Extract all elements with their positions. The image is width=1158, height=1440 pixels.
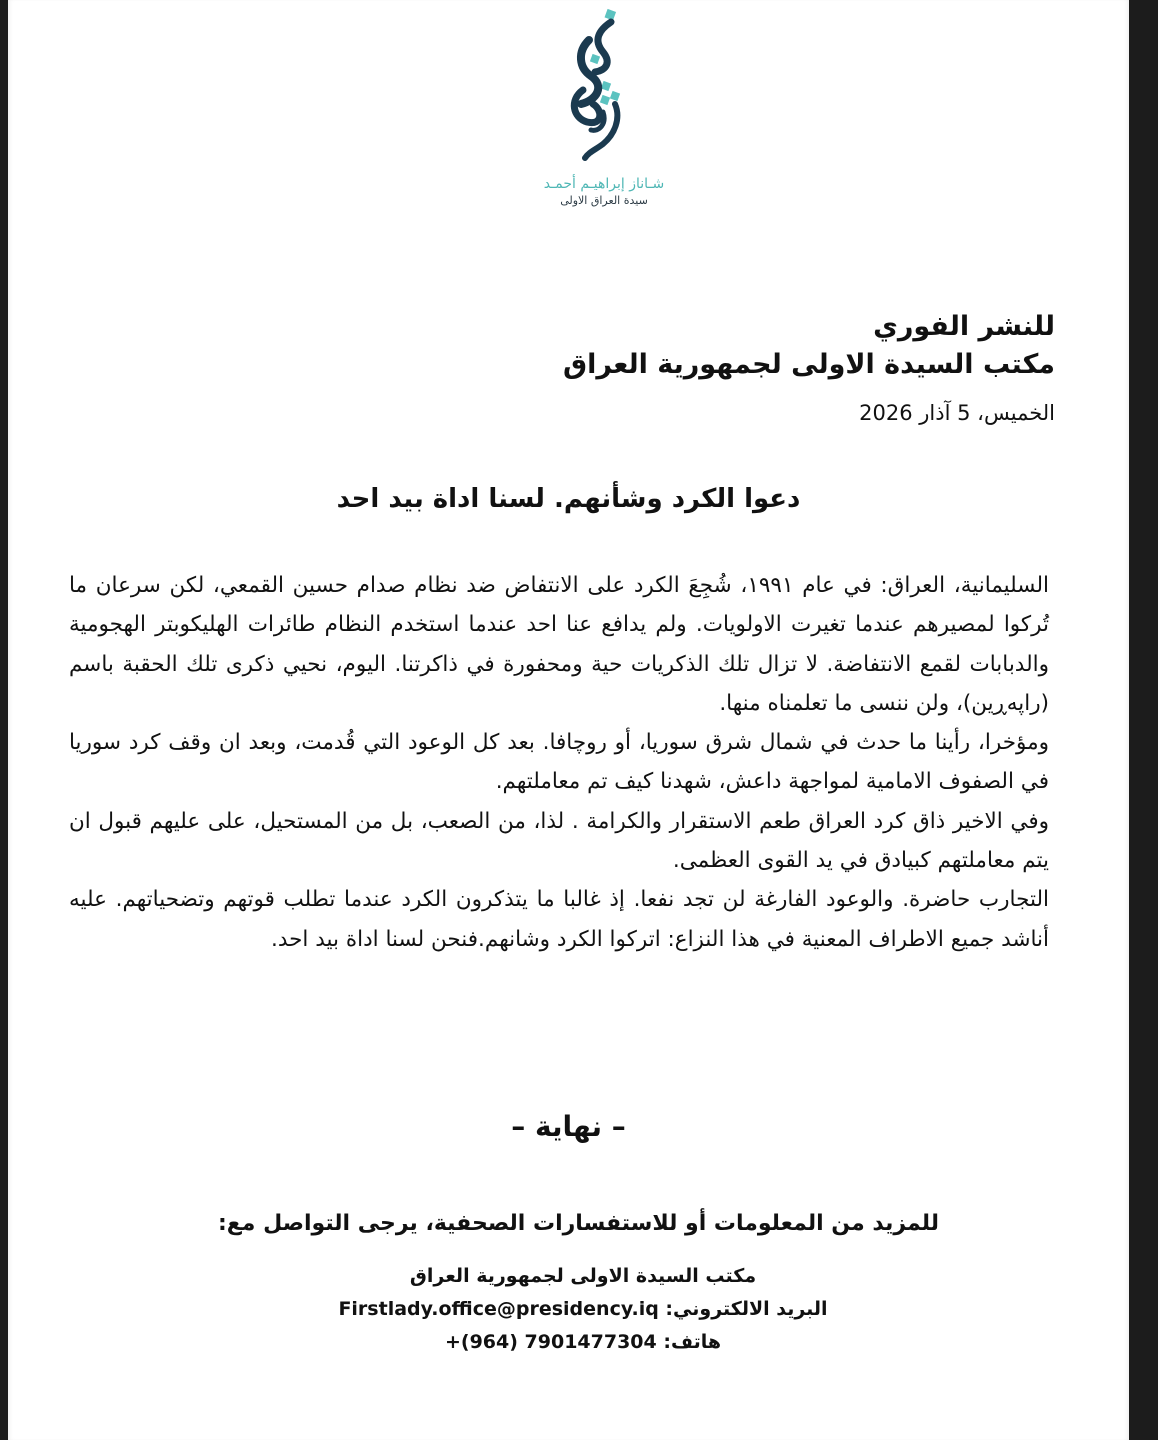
email-label: البريد الالكتروني: <box>658 1298 828 1320</box>
contact-block <box>8 1260 1158 1359</box>
document-page <box>8 0 1129 1440</box>
body-text <box>69 566 1049 959</box>
headline: دعوا الكرد وشأنهم. لسنا اداة بيد احد <box>336 484 801 514</box>
contact-phone-line <box>8 1326 1158 1359</box>
logo <box>529 0 679 215</box>
release-type: للنشر الفوري <box>873 311 1055 342</box>
press-header <box>563 308 1055 428</box>
paragraph: السليمانية، العراق: في عام ١٩٩١، شُجِعَ الكرد على الانتفاض ضد نظام صدام حسين القمعي، لكن سرعان ما تُركوا لمصيرهم عندما تغيرت الاولويات. ولم يدافع عنا احد عندما استخدم النظام طائرات الهليكوبتر الهجومية والدبابات لقمع الانتفاضة. لا تزال تلك الذكريات حية ومحفورة في ذاكرتنا. اليوم، نحيي ذكرى تلك الحقبة باسم (راپەڕین)، ولن ننسى ما تعلمناه منها. <box>69 573 1049 716</box>
email-link[interactable]: Firstlady.office@presidency.iq <box>338 1298 659 1320</box>
release-date: الخميس، 5 آذار 2026 <box>859 401 1055 425</box>
paragraph: وفي الاخير ذاق كرد العراق طعم الاستقرار والكرامة . لذا، من الصعب، بل من المستحيل، على عليهم قبول ان يتم معاملتهم كبيادق في يد القوى العظمى. <box>69 808 1049 874</box>
contact-heading: للمزيد من المعلومات أو للاستفسارات الصحفية، يرجى التواصل مع: <box>217 1211 940 1236</box>
end-mark: – نهاية – <box>511 1110 626 1143</box>
contact-email-line <box>8 1293 1158 1326</box>
logo-title: سيدة العراق الاولى <box>560 194 648 207</box>
contact-office: مكتب السيدة الاولى لجمهورية العراق <box>409 1265 757 1287</box>
logo-name: شـاناز إبراهيـم أحمـد <box>543 176 665 192</box>
phone-label: هاتف: <box>656 1331 722 1353</box>
paragraph: التجارب حاضرة. والوعود الفارغة لن تجد نفعا. إذ غالبا ما يتذكرون الكرد عندما تطلب قوتهم وتضحياتهم. عليه أناشد جميع الاطراف المعنية في هذا النزاع: اتركوا الكرد وشانهم.فنحن لسنا اداة بيد احد. <box>69 887 1049 952</box>
paragraph: ومؤخرا، رأينا ما حدث في شمال شرق سوريا، أو روچافا. بعد كل الوعود التي قُدمت، وبعد ان وقف كرد سوريا في الصفوف الامامية لمواجهة داعش، شهدنا كيف تم معاملتهم. <box>69 730 1049 795</box>
phone-number[interactable]: 7901477304 (964)+ <box>444 1331 657 1353</box>
calligraphy-logo-icon <box>549 0 659 170</box>
issuing-office: مكتب السيدة الاولى لجمهورية العراق <box>563 349 1055 380</box>
